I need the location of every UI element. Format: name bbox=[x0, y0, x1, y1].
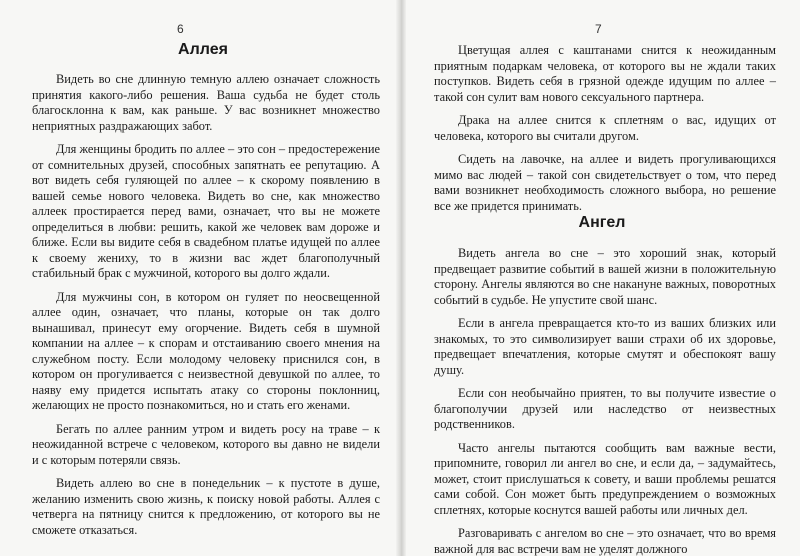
paragraph: Часто ангелы пытаются сообщить вам важные вести, припомните, говорил ли ангел во сне, и если да, – задумайтесь, может, стоит прислушаться к совету, и ваши проблемы решатся сами собой. Сон может быть предупреждением о возможных сплетнях, которые коснутся вашей работы или личных дел. bbox=[434, 440, 776, 517]
paragraph: Бегать по аллее ранним утром и видеть росу на траве – к неожиданной встрече с человеком, которого вы давно не видели и с которым потеряли связь. bbox=[32, 421, 380, 467]
body-text bbox=[434, 246, 776, 556]
section-heading: Аллея bbox=[178, 41, 228, 58]
paragraph: Разговаривать с ангелом во сне – это означает, что во время важной для вас встречи вам не уделят должного bbox=[434, 526, 776, 556]
right-page bbox=[424, 0, 780, 556]
page-number: 7 bbox=[595, 22, 602, 36]
paragraph: Если в ангела превращается кто-то из ваших близких или знакомых, то это символизирует ваши страхи об их здоровье, предвещает впечатления, которые смутят и обеспокоят вашу душу. bbox=[434, 316, 776, 377]
paragraph: Видеть во сне длинную темную аллею означает сложность принятия какого-либо решения. Ваша судьба не будет столь благосклонна к вам, как раньше. У вас возникнет множество неприятных раздражающих забот. bbox=[32, 72, 380, 133]
paragraph: Если сон необычайно приятен, то вы получите известие о благополучии друзей или наследство от неизвестных родственников. bbox=[434, 386, 776, 431]
paragraph: Драка на аллее снится к сплетням о вас, идущих от человека, которого вы считали другом. bbox=[434, 113, 776, 143]
paragraph: Видеть ангела во сне – это хороший знак, который предвещает развитие событий в вашей жизни в положительную сторону. Ангелы являются во сне накануне важных, поворотных событий в судьбе. Не упустите свой шанс. bbox=[434, 246, 776, 307]
paragraph: Сидеть на лавочке, на аллее и видеть прогуливающихся мимо вас людей – такой сон свидетельствует о том, что перед вами возникнет необходимость сложного выбора, но решение все же придется принимать. bbox=[434, 152, 776, 213]
paragraph: Видеть аллею во сне в понедельник – к пустоте в душе, желанию изменить свою жизнь, к поиску новой работы. Аллея с четверга на пятницу снится к предложению, от которого вы не сможете отказаться. bbox=[32, 476, 380, 537]
left-page bbox=[22, 0, 384, 556]
page-number: 6 bbox=[177, 22, 184, 36]
paragraph: Для мужчины сон, в котором он гуляет по неосвещенной аллее один, означает, что планы, которые он так долго вынашивал, принесут ему огорчение. Видеть себя в шумной компании на аллее – к спорам и отстаиванию своего мнения на служебном посту. Если молодому человеку приснился сон, в котором он прогуливается с неизвестной девушкой по аллее, то наяву ему придется испытать атаку со стороны поклонниц, желающих не просто познакомиться, но и стать его женами. bbox=[32, 289, 380, 412]
paragraph: Для женщины бродить по аллее – это сон – предостережение от сомнительных друзей, способных запятнать ее репутацию. А вот видеть себя гуляющей по аллее – к скорому появлению в вашей семье нового человека. Видеть во сне, как множество аллеек простирается перед вами, означает, что вы не можете определиться в любви: решить, какой же человек вам дороже и ближе. Если вы видите себя в свадебном платье идущей по аллее к своему жениху, то в жизни вас ждет благополучный стабильный брак с мужчиной, которого вы долго ждали. bbox=[32, 142, 380, 280]
body-text bbox=[32, 72, 380, 538]
paragraph: Цветущая аллея с каштанами снится к неожиданным приятным подаркам человека, от которого вы не ждали таких поступков. Видеть себя в грязной одежде идущим по аллее – такой сон сулит вам нового сексуального партнера. bbox=[434, 43, 776, 104]
body-text-continued bbox=[434, 43, 776, 214]
book-gutter bbox=[396, 0, 406, 556]
section-heading: Ангел bbox=[578, 214, 626, 231]
